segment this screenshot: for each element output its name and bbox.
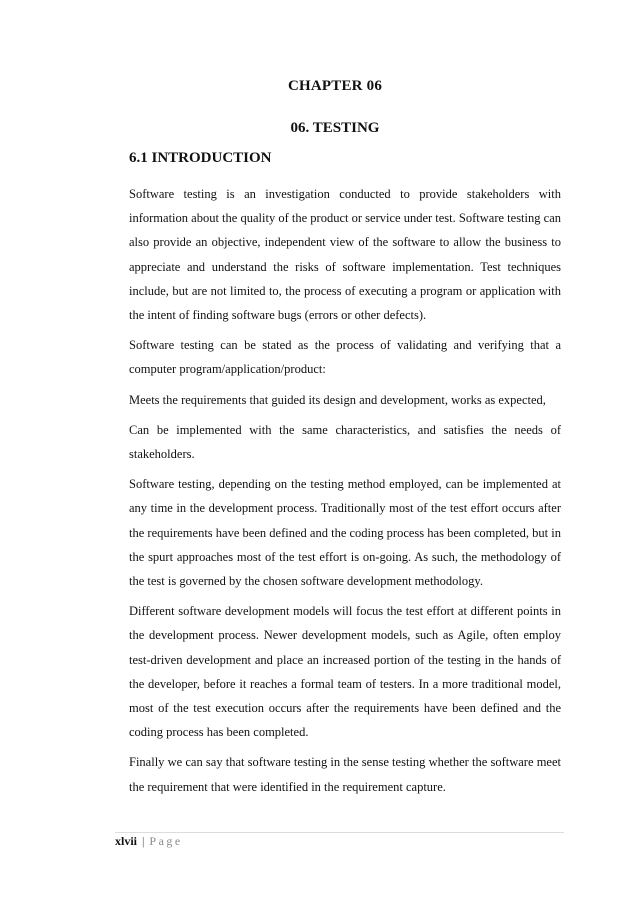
- subsection-heading: 6.1 INTRODUCTION: [129, 150, 272, 166]
- footer-separator: |: [142, 834, 145, 848]
- page-footer: [115, 834, 183, 849]
- paragraph-methods: Software testing, depending on the testing method employed, can be implemented at any time in the development process. Traditionally most of the test effort occurs after the requirements have been defined and the coding process has been completed, but in the spurt approaches most of the test effort is on-going. As such, the methodology of the test is governed by the chosen software development methodology.: [129, 477, 561, 589]
- paragraph-models: Different software development models will focus the test effort at different points in the development process. Newer development models, such as Agile, often employ test-driven development and place an increased portion of the testing in the hands of the developer, before it reaches a formal team of testers. In a more traditional model, most of the test execution occurs after the requirements have been defined and the coding process has been completed.: [129, 604, 561, 740]
- paragraph-conclusion: Finally we can say that software testing in the sense testing whether the software meet the requirement that were identified in the requirement capture.: [129, 755, 561, 794]
- paragraph-meets-requirements: Meets the requirements that guided its design and development, works as expected,: [129, 392, 546, 407]
- paragraph-definition: Software testing can be stated as the process of validating and verifying that a computer program/application/product:: [129, 338, 561, 377]
- body-text: [129, 182, 561, 805]
- footer-divider: [115, 832, 564, 833]
- page-label: Page: [149, 834, 183, 848]
- paragraph-implemented: Can be implemented with the same characteristics, and satisfies the needs of stakeholders.: [129, 422, 561, 462]
- page-number: xlvii: [115, 834, 138, 848]
- section-heading: 06. TESTING: [290, 120, 380, 136]
- paragraph-intro: Software testing is an investigation conducted to provide stakeholders with information about the quality of the product or service under test. Software testing can also provide an objective, independent view of the software to allow the business to appreciate and understand the risks of software implementation. Test techniques include, but are not limited to, the process of executing a program or application with the intent of finding software bugs (errors or other defects).: [129, 187, 561, 323]
- chapter-heading: CHAPTER 06: [287, 78, 383, 94]
